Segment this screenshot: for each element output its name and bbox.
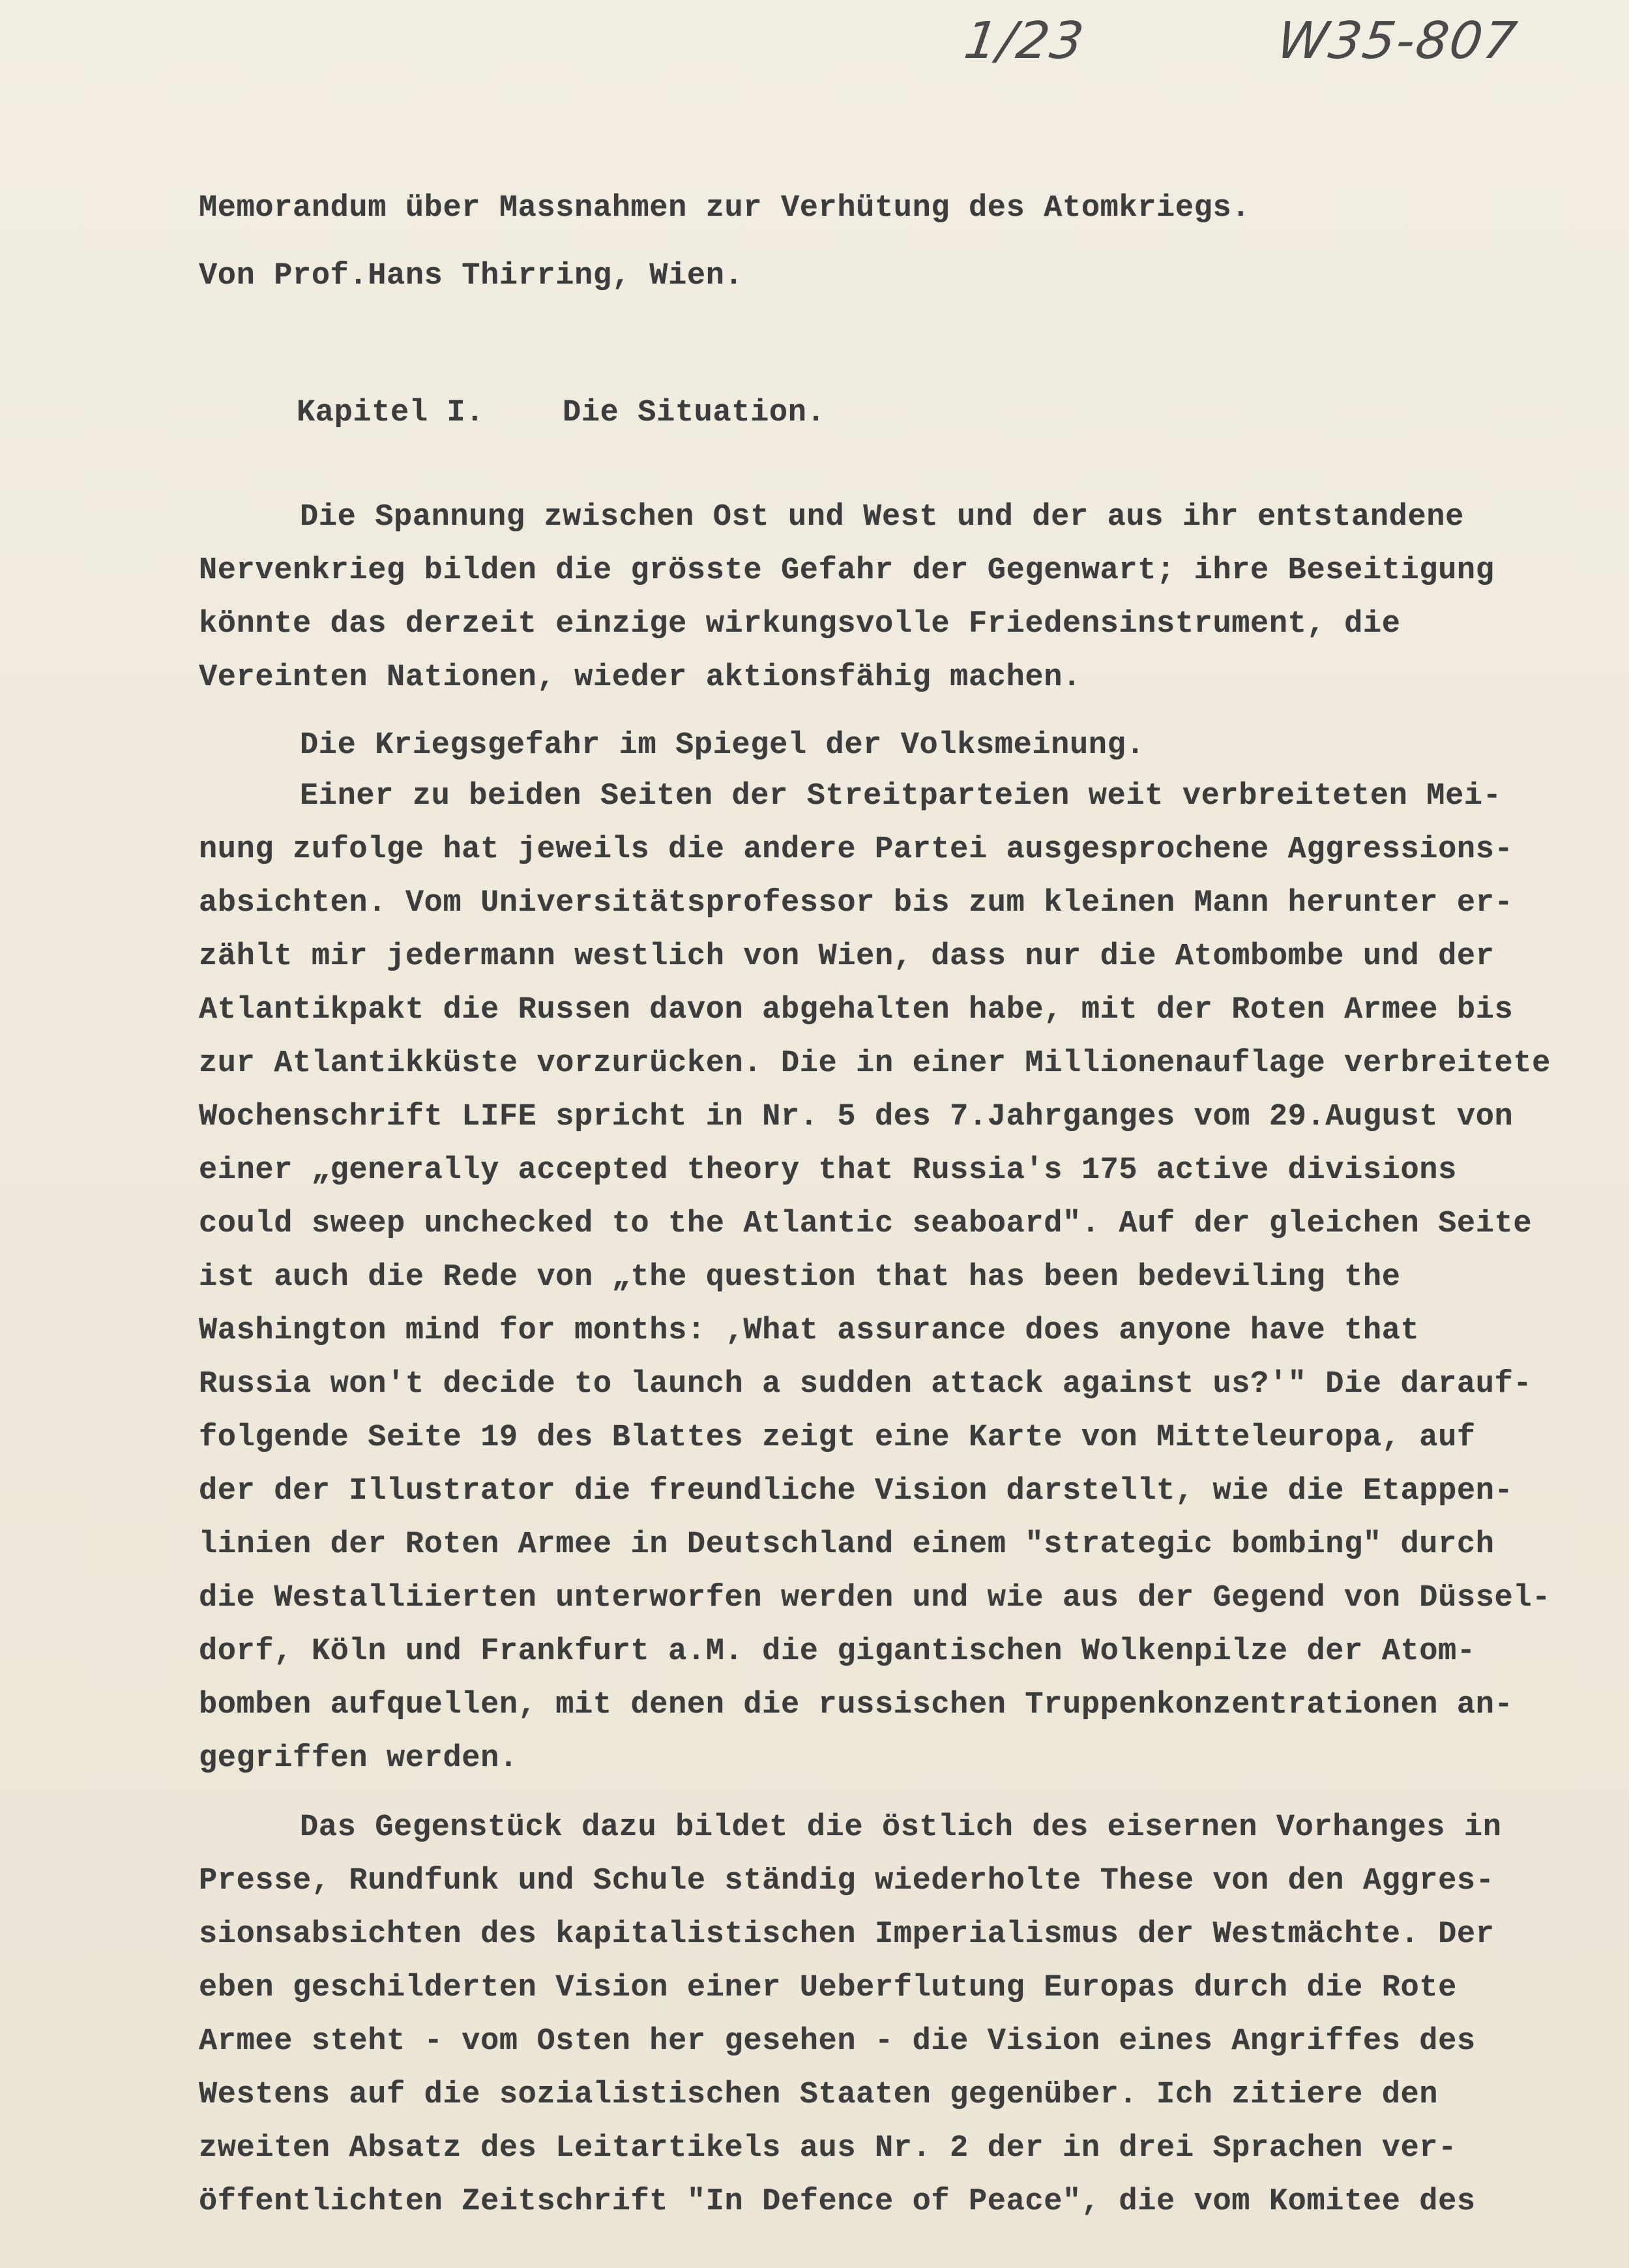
paragraph-2-line: gegriffen werden. xyxy=(199,1741,518,1776)
paragraph-2-line: Einer zu beiden Seiten der Streitparteien weit verbreiteten Mei- xyxy=(300,779,1502,814)
paragraph-2-line: die Westalliierten unterworfen werden und wie aus der Gegend von Düssel- xyxy=(199,1581,1551,1615)
paragraph-2-line: Washington mind for months: ‚What assurance does anyone have that xyxy=(199,1314,1420,1348)
paragraph-3-line: öffentlichten Zeitschrift "In Defence of Peace", die vom Komitee des xyxy=(199,2185,1476,2219)
paragraph-1-line: könnte das derzeit einzige wirkungsvolle Friedensinstrument, die xyxy=(199,607,1401,641)
paragraph-2-line: linien der Roten Armee in Deutschland einem "strategic bombing" durch xyxy=(199,1527,1495,1562)
paragraph-2-line: nung zufolge hat jeweils die andere Partei ausgesprochene Aggressions- xyxy=(199,832,1514,867)
paragraph-1-line: Nervenkrieg bilden die grösste Gefahr der Gegenwart; ihre Beseitigung xyxy=(199,553,1495,588)
handwritten-page-number: 1/23 xyxy=(960,12,1089,70)
memorandum-author: Von Prof.Hans Thirring, Wien. xyxy=(199,259,744,293)
memorandum-title: Memorandum über Massnahmen zur Verhütung des Atomkriegs. xyxy=(199,191,1251,226)
paragraph-2-line: could sweep unchecked to the Atlantic seaboard". Auf der gleichen Seite xyxy=(199,1207,1533,1241)
paragraph-2-line: folgende Seite 19 des Blattes zeigt eine Karte von Mitteleuropa, auf xyxy=(199,1421,1476,1455)
paragraph-3-line: Das Gegenstück dazu bildet die östlich des eisernen Vorhanges in xyxy=(300,1810,1502,1845)
paragraph-2-line: absichten. Vom Universitätsprofessor bis zum kleinen Mann herunter er- xyxy=(199,886,1514,920)
paragraph-3-line: zweiten Absatz des Leitartikels aus Nr. 2 der in drei Sprachen ver- xyxy=(199,2131,1457,2166)
paragraph-2-line: bomben aufquellen, mit denen die russischen Truppenkonzentrationen an- xyxy=(199,1688,1514,1722)
section-subheading: Die Kriegsgefahr im Spiegel der Volksmeinung. xyxy=(300,728,1145,763)
paragraph-2-line: zur Atlantikküste vorzurücken. Die in einer Millionenauflage verbreitete xyxy=(199,1046,1551,1081)
paragraph-3-line: Armee steht - vom Osten her gesehen - die Vision eines Angriffes des xyxy=(199,2024,1476,2059)
chapter-title: Die Situation. xyxy=(563,396,826,430)
chapter-number: Kapitel I. xyxy=(297,396,485,430)
paragraph-3-line: Presse, Rundfunk und Schule ständig wiederholte These von den Aggres- xyxy=(199,1864,1495,1898)
handwritten-archive-number: W35-807 xyxy=(1273,12,1521,70)
paragraph-3-line: sionsabsichten des kapitalistischen Imperialismus der Westmächte. Der xyxy=(199,1917,1495,1952)
paragraph-1-line: Vereinten Nationen, wieder aktionsfähig machen. xyxy=(199,660,1081,695)
chapter-heading xyxy=(297,398,825,428)
paragraph-2-line: zählt mir jedermann westlich von Wien, dass nur die Atombombe und der xyxy=(199,939,1495,974)
paragraph-2-line: der der Illustrator die freundliche Vision darstellt, wie die Etappen- xyxy=(199,1474,1514,1509)
paragraph-2-line: dorf, Köln und Frankfurt a.M. die gigantischen Wolkenpilze der Atom- xyxy=(199,1634,1476,1669)
paragraph-2-line: Russia won't decide to launch a sudden attack against us?'" Die darauf- xyxy=(199,1367,1533,1402)
paragraph-2-line: ist auch die Rede von „the question that has been bedeviling the xyxy=(199,1260,1401,1295)
paragraph-3-line: eben geschilderten Vision einer Ueberflutung Europas durch die Rote xyxy=(199,1971,1457,2005)
paragraph-2-line: einer „generally accepted theory that Russia's 175 active divisions xyxy=(199,1153,1457,1188)
paragraph-1-line: Die Spannung zwischen Ost und West und der aus ihr entstandene xyxy=(300,500,1464,535)
paragraph-2-line: Wochenschrift LIFE spricht in Nr. 5 des 7.Jahrganges vom 29.August von xyxy=(199,1100,1514,1134)
paragraph-3-line: Westens auf die sozialistischen Staaten gegenüber. Ich zitiere den xyxy=(199,2078,1439,2112)
paragraph-2-line: Atlantikpakt die Russen davon abgehalten habe, mit der Roten Armee bis xyxy=(199,993,1514,1027)
